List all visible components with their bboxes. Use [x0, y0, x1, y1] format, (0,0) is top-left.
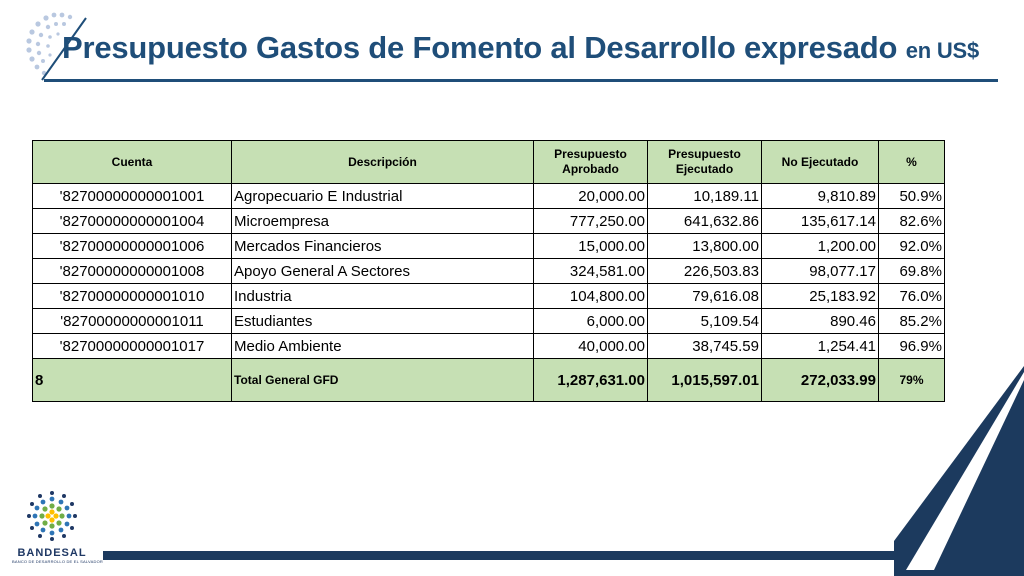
cell-cuenta: '82700000000001017 [33, 334, 232, 359]
cell-ejecutado: 10,189.11 [648, 184, 762, 209]
cell-pct: 92.0% [879, 234, 945, 259]
title-underline [44, 79, 998, 82]
cell-aprobado: 104,800.00 [534, 284, 648, 309]
bandesal-logo-icon [26, 490, 78, 542]
cell-cuenta: '82700000000001001 [33, 184, 232, 209]
cell-descripcion: Apoyo General A Sectores [232, 259, 534, 284]
cell-cuenta: '82700000000001011 [33, 309, 232, 334]
cell-descripcion: Agropecuario E Industrial [232, 184, 534, 209]
cell-pct: 85.2% [879, 309, 945, 334]
cell-no-ejecutado: 135,617.14 [762, 209, 879, 234]
cell-descripcion: Estudiantes [232, 309, 534, 334]
table-header-row [33, 141, 945, 184]
cell-ejecutado: 5,109.54 [648, 309, 762, 334]
cell-pct: 50.9% [879, 184, 945, 209]
cell-cuenta: '82700000000001004 [33, 209, 232, 234]
cell-ejecutado: 13,800.00 [648, 234, 762, 259]
bandesal-tagline: BANCO DE DESARROLLO DE EL SALVADOR [12, 559, 103, 564]
cell-aprobado: 40,000.00 [534, 334, 648, 359]
table-row [33, 209, 945, 234]
cell-descripcion: Industria [232, 284, 534, 309]
bandesal-name: BANDESAL [17, 547, 87, 559]
table-row [33, 259, 945, 284]
cell-no-ejecutado: 1,254.41 [762, 334, 879, 359]
cell-descripcion: Mercados Financieros [232, 234, 534, 259]
header-pct: % [879, 141, 945, 184]
cell-no-ejecutado: 98,077.17 [762, 259, 879, 284]
cell-no-ejecutado: 1,200.00 [762, 234, 879, 259]
total-label: Total General GFD [232, 359, 534, 402]
cell-pct: 96.9% [879, 334, 945, 359]
cell-ejecutado: 641,632.86 [648, 209, 762, 234]
cell-aprobado: 15,000.00 [534, 234, 648, 259]
table-row [33, 234, 945, 259]
header-ejecutado: Presupuesto Ejecutado [648, 141, 762, 184]
bottom-bar [103, 551, 978, 560]
header-descripcion: Descripción [232, 141, 534, 184]
bandesal-logo [12, 490, 103, 564]
cell-aprobado: 6,000.00 [534, 309, 648, 334]
cell-pct: 69.8% [879, 259, 945, 284]
page-title [62, 30, 979, 66]
cell-aprobado: 324,581.00 [534, 259, 648, 284]
cell-no-ejecutado: 890.46 [762, 309, 879, 334]
title-unit: en US$ [905, 38, 980, 63]
cell-ejecutado: 79,616.08 [648, 284, 762, 309]
cell-no-ejecutado: 9,810.89 [762, 184, 879, 209]
cell-aprobado: 20,000.00 [534, 184, 648, 209]
budget-table [32, 140, 945, 402]
table-row [33, 184, 945, 209]
table-row [33, 284, 945, 309]
cell-descripcion: Microempresa [232, 209, 534, 234]
cell-cuenta: '82700000000001008 [33, 259, 232, 284]
cell-pct: 76.0% [879, 284, 945, 309]
title-main: Presupuesto Gastos de Fomento al Desarrollo expresado [62, 30, 898, 65]
total-ejecutado: 1,015,597.01 [648, 359, 762, 402]
header-aprobado: Presupuesto Aprobado [534, 141, 648, 184]
cell-cuenta: '82700000000001010 [33, 284, 232, 309]
cell-aprobado: 777,250.00 [534, 209, 648, 234]
budget-table-container [32, 140, 945, 402]
total-no-ejecutado: 272,033.99 [762, 359, 879, 402]
total-aprobado: 1,287,631.00 [534, 359, 648, 402]
total-row [33, 359, 945, 402]
header-cuenta: Cuenta [33, 141, 232, 184]
cell-ejecutado: 226,503.83 [648, 259, 762, 284]
cell-cuenta: '82700000000001006 [33, 234, 232, 259]
header-no-ejecutado: No Ejecutado [762, 141, 879, 184]
cell-no-ejecutado: 25,183.92 [762, 284, 879, 309]
total-pct: 79% [879, 359, 945, 402]
total-count: 8 [33, 359, 232, 402]
cell-ejecutado: 38,745.59 [648, 334, 762, 359]
cell-descripcion: Medio Ambiente [232, 334, 534, 359]
corner-triangle-icon [894, 366, 1024, 576]
table-row [33, 334, 945, 359]
table-row [33, 309, 945, 334]
cell-pct: 82.6% [879, 209, 945, 234]
